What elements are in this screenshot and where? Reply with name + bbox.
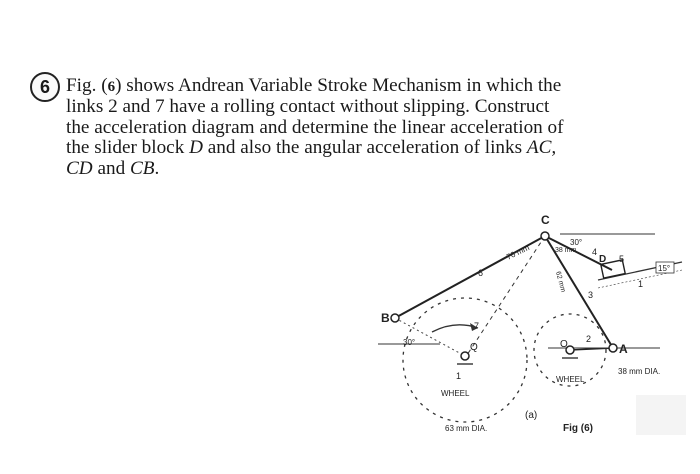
label-c: C xyxy=(541,213,550,227)
statement-line-1: ) shows Andrean Variable Stroke Mechanism in which the xyxy=(115,75,562,96)
label-d: D xyxy=(599,254,607,265)
link-cb-ref: CB xyxy=(129,157,155,179)
question-number: 6 xyxy=(39,76,50,97)
statement-line-5-and: and xyxy=(92,157,130,179)
link-number-2: 2 xyxy=(586,334,592,344)
label-q: Q xyxy=(470,342,478,353)
dim-wheel-2: 38 mm DIA. xyxy=(618,367,661,376)
label-o: O xyxy=(560,339,568,350)
statement-line-3: the acceleration diagram and determine the linear acceleration of xyxy=(66,116,564,138)
link-number-6: 6 xyxy=(478,268,484,278)
link-number-4: 4 xyxy=(592,247,598,257)
dim-cb: 76 mm xyxy=(504,242,531,262)
joint-a xyxy=(609,344,617,352)
joint-q xyxy=(461,352,469,360)
statement-line-5-end: . xyxy=(154,157,160,179)
fig-ref-number: 6 xyxy=(107,79,116,95)
angle-slider: 15° xyxy=(658,264,671,273)
joint-c xyxy=(541,232,549,240)
link-number-1-left: 1 xyxy=(456,371,462,381)
figure-caption: Fig (6) xyxy=(563,423,593,434)
wheel-label-right: WHEEL xyxy=(556,375,585,384)
label-a: A xyxy=(619,342,628,356)
link-bq xyxy=(395,318,465,356)
link-number-1-right: 1 xyxy=(638,279,644,289)
angle-b: 30° xyxy=(403,338,416,347)
joint-b xyxy=(391,314,399,322)
scan-smudge xyxy=(636,395,686,435)
angle-c: 30° xyxy=(570,238,583,247)
fig-ref-prefix: Fig. ( xyxy=(66,75,108,96)
link-ac-ref: AC, xyxy=(526,137,557,159)
link-cd-ref: CD xyxy=(66,157,93,179)
link-number-5: 5 xyxy=(619,254,625,264)
wheel-label-left: WHEEL xyxy=(441,389,470,398)
slider-d-ref: D xyxy=(189,137,203,159)
label-b: B xyxy=(381,311,390,325)
dim-cd: 38 mm xyxy=(555,247,577,254)
dim-ca: 62 mm xyxy=(554,270,567,294)
subfigure-label: (a) xyxy=(525,410,538,421)
statement-line-2: links 2 and 7 have a rolling contact without slipping. Construct xyxy=(66,96,550,118)
dim-wheel-1: 63 mm DIA. xyxy=(445,424,488,433)
statement-line-4-start: the slider block xyxy=(66,137,190,159)
link-number-7: 7 xyxy=(474,321,480,331)
link-number-3: 3 xyxy=(588,290,594,300)
statement-line-4-mid: and also the angular acceleration of links xyxy=(202,137,527,159)
